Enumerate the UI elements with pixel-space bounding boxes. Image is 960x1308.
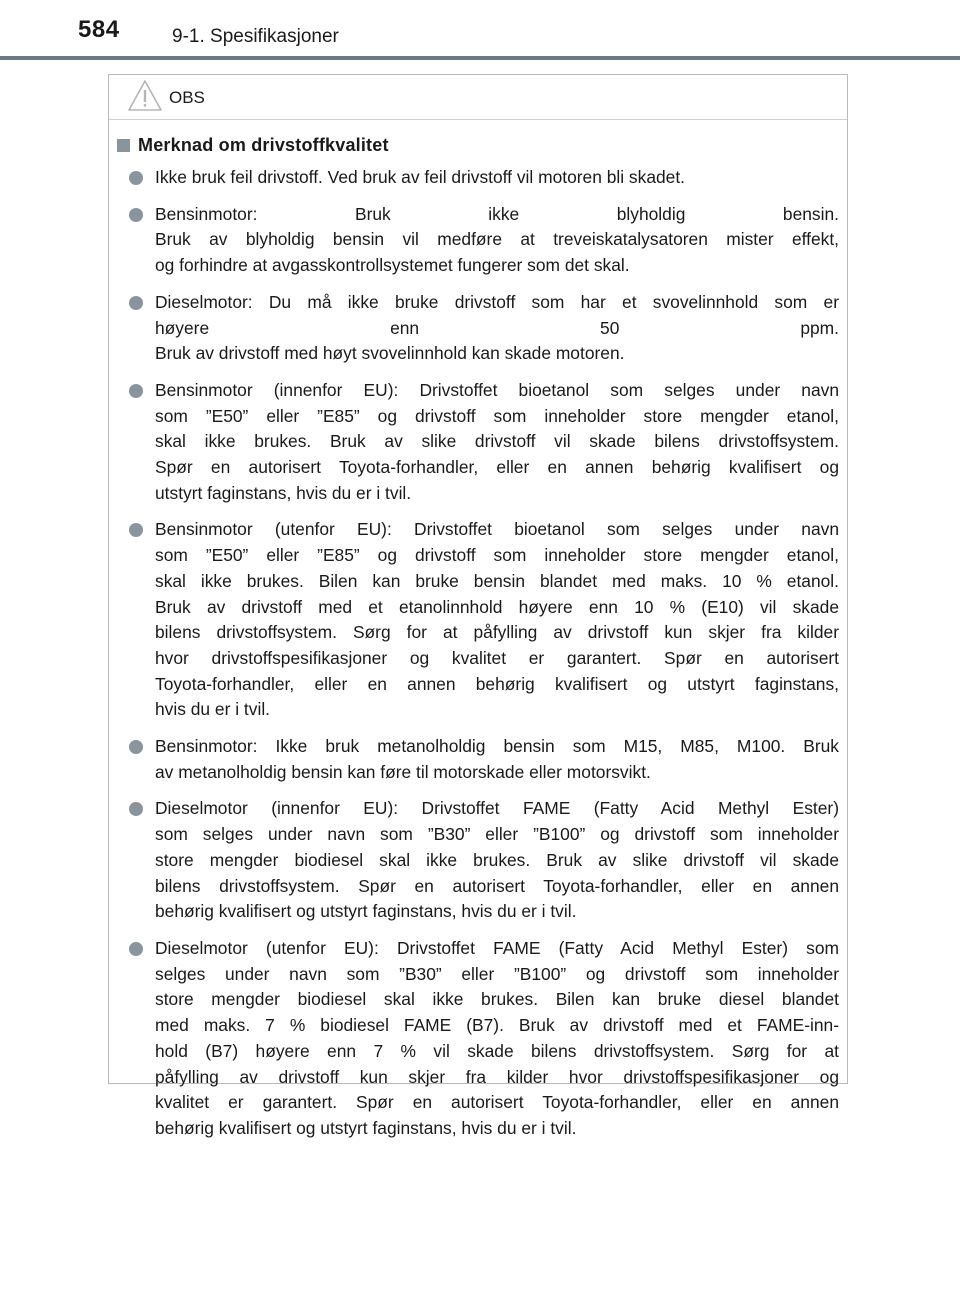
page-header xyxy=(0,0,960,47)
bullet-text-line: Bensinmotor: Ikke bruk metanolholdig bensin som M15, M85, M100. Bruk xyxy=(155,736,839,757)
obs-header xyxy=(109,75,847,120)
bullet-dot-icon xyxy=(129,740,143,754)
bullet-text-line: Bruk av drivstoff med høyt svovelinnhold kan skade motoren. xyxy=(155,343,625,364)
bullet-text-line: som ”E50” eller ”E85” og drivstoff som inneholder store mengder etanol, xyxy=(155,545,839,566)
bullet-text-line: Bensinmotor (utenfor EU): Drivstoffet bioetanol som selges under navn xyxy=(155,519,839,540)
bullet-text-line: Spør en autorisert Toyota-forhandler, eller en annen behørig kvalifisert og xyxy=(155,457,839,478)
bullet-text-line: som ”E50” eller ”E85” og drivstoff som inneholder store mengder etanol, xyxy=(155,405,839,426)
bullet-dot-icon xyxy=(129,523,143,537)
section-heading-text: Merknad om drivstoffkvalitet xyxy=(138,135,389,155)
bullet-text-line: behørig kvalifisert og utstyrt faginstans, hvis du er i tvil. xyxy=(155,1117,577,1138)
bullet-text-line: Ikke bruk feil drivstoff. Ved bruk av feil drivstoff vil motoren bli skadet. xyxy=(155,167,686,187)
list-item xyxy=(109,936,847,1142)
bullet-text-line: og forhindre at avgasskontrollsystemet fungerer som det skal. xyxy=(155,255,630,276)
bullet-text-line: Bensinmotor (innenfor EU): Drivstoffet bioetanol som selges under navn xyxy=(155,379,839,400)
list-item xyxy=(109,202,847,279)
bullet-text-line: Dieselmotor (innenfor EU): Drivstoffet FAME (Fatty Acid Methyl Ester) xyxy=(155,798,839,819)
list-item xyxy=(109,290,847,367)
bullet-text-line: skal ikke brukes. Bilen kan bruke bensin blandet med maks. 10 % etanol. xyxy=(155,570,839,591)
warning-triangle-icon xyxy=(127,79,163,113)
bullet-list xyxy=(109,165,847,1153)
bullet-dot-icon xyxy=(129,296,143,310)
bullet-text-line: hvor drivstoffspesifikasjoner og kvalitet er garantert. Spør en autorisert xyxy=(155,647,839,668)
bullet-text-line: store mengder biodiesel skal ikke brukes. Bilen kan bruke diesel blandet xyxy=(155,989,839,1010)
header-rule xyxy=(0,56,960,60)
bullet-text-line: bilens drivstoffsystem. Sørg for at påfylling av drivstoff kun skjer fra kilder xyxy=(155,622,839,643)
list-item xyxy=(109,165,847,191)
list-item xyxy=(109,796,847,925)
list-item xyxy=(109,378,847,507)
obs-notice-box xyxy=(108,74,848,1138)
bullet-text-line: med maks. 7 % biodiesel FAME (B7). Bruk av drivstoff med et FAME-inn- xyxy=(155,1015,839,1036)
bullet-dot-icon xyxy=(129,171,143,185)
bullet-text-line: kvalitet er garantert. Spør en autorisert Toyota-forhandler, eller en annen xyxy=(155,1092,839,1113)
bullet-dot-icon xyxy=(129,208,143,222)
list-item xyxy=(109,517,847,723)
bullet-dot-icon xyxy=(129,384,143,398)
obs-label: OBS xyxy=(169,88,205,107)
bullet-text-line: store mengder biodiesel skal ikke brukes. Bruk av slike drivstoff vil skade xyxy=(155,849,839,870)
bullet-text-line: Bensinmotor: Bruk ikke blyholdig bensin. xyxy=(155,203,839,224)
bullet-text-line: Toyota-forhandler, eller en annen behørig kvalifisert og utstyrt faginstans, xyxy=(155,673,839,694)
bullet-text-line: påfylling av drivstoff kun skjer fra kilder hvor drivstoffspesifikasjoner og xyxy=(155,1066,839,1087)
page-number: 584 xyxy=(78,16,120,43)
bullet-text-line: skal ikke brukes. Bruk av slike drivstoff vil skade bilens drivstoffsystem. xyxy=(155,431,839,452)
bullet-text-line: Bruk av blyholdig bensin vil medføre at treveiskatalysatoren mister effekt, xyxy=(155,229,839,250)
bullet-text-line: som selges under navn som ”B30” eller ”B100” og drivstoff som inneholder xyxy=(155,824,839,845)
bullet-text-line: høyere enn 50 ppm. xyxy=(155,317,839,338)
bullet-text-line: av metanolholdig bensin kan føre til motorskade eller motorsvikt. xyxy=(155,761,651,782)
bullet-text-line: Dieselmotor: Du må ikke bruke drivstoff som har et svovelinnhold som er xyxy=(155,291,839,312)
bullet-text-line: hvis du er i tvil. xyxy=(155,699,271,720)
chapter-title: 9-1. Spesifikasjoner xyxy=(172,26,339,47)
list-item xyxy=(109,734,847,785)
bullet-text-line: hold (B7) høyere enn 7 % vil skade bilens drivstoffsystem. Sørg for at xyxy=(155,1040,839,1061)
bullet-text-line: behørig kvalifisert og utstyrt faginstans, hvis du er i tvil. xyxy=(155,901,577,922)
square-bullet-icon xyxy=(117,139,130,152)
bullet-text-line: bilens drivstoffsystem. Spør en autorisert Toyota-forhandler, eller en annen xyxy=(155,875,839,896)
bullet-dot-icon xyxy=(129,802,143,816)
section-heading xyxy=(117,135,389,156)
bullet-text-line: selges under navn som ”B30” eller ”B100” og drivstoff som inneholder xyxy=(155,963,839,984)
bullet-text-line: Dieselmotor (utenfor EU): Drivstoffet FAME (Fatty Acid Methyl Ester) som xyxy=(155,937,839,958)
bullet-text-line: utstyrt faginstans, hvis du er i tvil. xyxy=(155,482,412,503)
bullet-text-line: Bruk av drivstoff med et etanolinnhold høyere enn 10 % (E10) vil skade xyxy=(155,596,839,617)
bullet-dot-icon xyxy=(129,942,143,956)
